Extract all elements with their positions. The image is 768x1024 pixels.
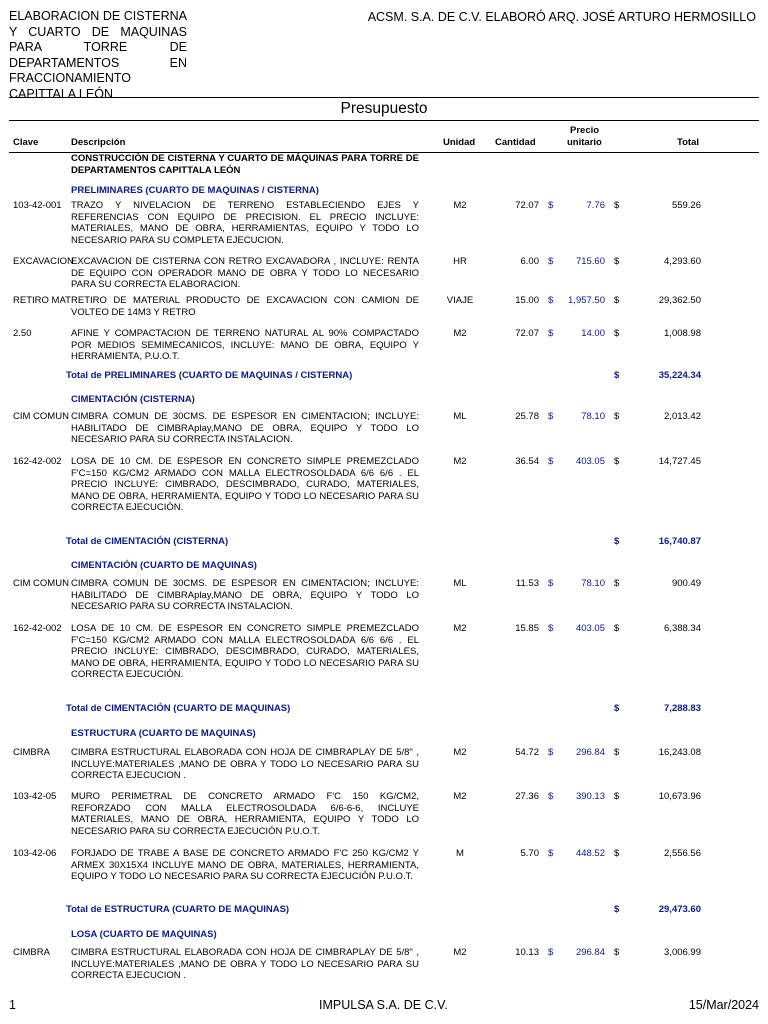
table-row <box>9 947 759 987</box>
section-title: PRELIMINARES (CUARTO DE MAQUINAS / CISTERNA) <box>71 185 319 196</box>
table-row <box>9 456 759 536</box>
item-cantidad: 36.54 <box>515 456 539 467</box>
table-row <box>9 578 759 623</box>
item-cantidad: 27.36 <box>515 791 539 802</box>
table-row <box>9 848 759 904</box>
page-number: 1 <box>9 998 16 1012</box>
item-descripcion: AFINE Y COMPACTACION DE TERRENO NATURAL AL 90% COMPACTADO POR MEDIOS SEMIMECANICOS, INCLUYE: MANO DE OBRA, EQUIPO Y HERRAMIENTA, P.U.O.T. <box>71 328 419 362</box>
item-precio: 403.05 <box>575 456 605 467</box>
col-total: Total <box>677 137 699 148</box>
footer-date: 15/Mar/2024 <box>688 998 759 1012</box>
item-unidad: M <box>456 848 464 859</box>
section-total-label: Total de CIMENTACIÓN (CUARTO DE MAQUINAS) <box>66 703 291 714</box>
table-row <box>9 295 759 328</box>
item-unidad: ML <box>453 578 467 589</box>
table-row <box>9 328 759 370</box>
section-heading-row <box>9 726 759 747</box>
currency-symbol: $ <box>614 623 620 634</box>
currency-symbol: $ <box>548 295 554 306</box>
currency-symbol: $ <box>548 747 554 758</box>
col-cantidad: Cantidad <box>495 137 536 148</box>
item-clave: 162-42-002 <box>13 623 62 634</box>
currency-symbol: $ <box>548 848 554 859</box>
item-descripcion: RETIRO DE MATERIAL PRODUCTO DE EXCAVACION CON CAMION DE VOLTEO DE 14M3 Y RETRO <box>71 295 419 318</box>
project-title: ELABORACION DE CISTERNA Y CUARTO DE MAQUINAS PARA TORRE DE DEPARTAMENTOS EN FRACCIONAMIENTO CAPITTALA LEÓN <box>9 9 187 101</box>
currency-symbol: $ <box>548 328 554 339</box>
currency-symbol: $ <box>614 295 620 306</box>
item-clave: 103-42-001 <box>13 200 62 211</box>
section-total-row <box>9 703 759 726</box>
currency-symbol: $ <box>548 200 554 211</box>
section-total-label: Total de ESTRUCTURA (CUARTO DE MAQUINAS) <box>66 904 290 915</box>
col-descripcion: Descripción <box>71 137 126 148</box>
table-row <box>9 623 759 703</box>
section-title: LOSA (CUARTO DE MAQUINAS) <box>71 929 217 940</box>
item-unidad: M2 <box>453 747 467 758</box>
currency-symbol: $ <box>548 456 554 467</box>
currency-symbol: $ <box>614 578 620 589</box>
item-total: 29,362.50 <box>658 295 701 306</box>
currency-symbol: $ <box>548 256 554 267</box>
item-descripcion: CIMBRA ESTRUCTURAL ELABORADA CON HOJA DE CIMBRAPLAY DE 5/8" , INCLUYE:MATERIALES ,MANO DE OBRA Y TODO LO NECESARIO PARA SU CORRECTA EJECUCION . <box>71 947 419 981</box>
item-unidad: M2 <box>453 456 467 467</box>
currency-symbol: $ <box>614 536 620 547</box>
item-cantidad: 5.70 <box>520 848 539 859</box>
item-clave: RETIRO MAT <box>13 295 71 306</box>
item-cantidad: 72.07 <box>515 200 539 211</box>
section-heading-row <box>9 927 759 947</box>
item-cantidad: 15.00 <box>515 295 539 306</box>
currency-symbol: $ <box>614 747 620 758</box>
budget-table <box>9 153 759 987</box>
item-cantidad: 54.72 <box>515 747 539 758</box>
item-clave: CIMBRA <box>13 947 50 958</box>
footer-company: IMPULSA S.A. DE C.V. <box>319 998 448 1012</box>
table-row <box>9 791 759 848</box>
item-clave: 162-42-002 <box>13 456 62 467</box>
item-cantidad: 15.85 <box>515 623 539 634</box>
item-clave: CIM COMUN <box>13 578 69 589</box>
item-unidad: M2 <box>453 328 467 339</box>
section-total: 29,473.60 <box>658 904 701 915</box>
item-clave: 103-42-06 <box>13 848 57 859</box>
item-total: 2,556.56 <box>664 848 701 859</box>
item-cantidad: 72.07 <box>515 328 539 339</box>
item-total: 559.26 <box>671 200 701 211</box>
item-clave: 2.50 <box>13 328 32 339</box>
table-row <box>9 747 759 791</box>
item-total: 3,006.99 <box>664 947 701 958</box>
currency-symbol: $ <box>614 904 620 915</box>
section-title: CIMENTACIÓN (CISTERNA) <box>71 394 195 405</box>
currency-symbol: $ <box>548 947 554 958</box>
col-precio-line2: unitario <box>567 137 602 148</box>
section-heading-row <box>9 177 759 200</box>
col-unidad: Unidad <box>443 137 476 148</box>
item-descripcion: MURO PERIMETRAL DE CONCRETO ARMADO F'C 150 KG/CM2, REFORZADO CON MALLA ELECTROSOLDADA 6/6-6-6, INCLUYE MATERIALES, MANO DE OBRA, HERRAMIENTA, EQUIPO Y TODO LO NECESARIO PARA SU CORRECTA EJECUCIÓN P.U.O.T. <box>71 791 419 837</box>
item-descripcion: CIMBRA COMUN DE 30CMS. DE ESPESOR EN CIMENTACION; INCLUYE: HABILITADO DE CIMBRAplay,MANO DE OBRA, EQUIPO Y TODO LO NECESARIO PARA SU CORRECTA INSTALACION. <box>71 411 419 445</box>
section-title: ESTRUCTURA (CUARTO DE MAQUINAS) <box>71 728 256 739</box>
item-cantidad: 6.00 <box>520 256 539 267</box>
table-row <box>9 411 759 456</box>
column-headers <box>9 122 759 153</box>
currency-symbol: $ <box>614 328 620 339</box>
item-total: 16,243.08 <box>658 747 701 758</box>
item-clave: 103-42-05 <box>13 791 57 802</box>
item-total: 1,008.98 <box>664 328 701 339</box>
section-heading-row <box>9 392 759 411</box>
currency-symbol: $ <box>548 578 554 589</box>
author-line: ACSM. S.A. DE C.V. ELABORÓ ARQ. JOSÉ ARTURO HERMOSILLO <box>367 10 756 24</box>
item-precio: 14.00 <box>581 328 605 339</box>
currency-symbol: $ <box>614 848 620 859</box>
item-unidad: VIAJE <box>446 295 474 306</box>
item-precio: 403.05 <box>575 623 605 634</box>
section-heading-row <box>9 558 759 578</box>
col-clave: Clave <box>13 137 39 148</box>
document-title: Presupuesto <box>9 97 759 121</box>
project-heading: CONSTRUCCIÓN DE CISTERNA Y CUARTO DE MÁQUINAS PARA TORRE DE DEPARTAMENTOS CAPITTALA LEÓN <box>71 153 419 176</box>
item-precio: 78.10 <box>581 578 605 589</box>
section-total: 35,224.34 <box>658 370 701 381</box>
currency-symbol: $ <box>548 623 554 634</box>
currency-symbol: $ <box>614 370 620 381</box>
item-unidad: M2 <box>453 947 467 958</box>
item-precio: 448.52 <box>575 848 605 859</box>
item-cantidad: 11.53 <box>515 578 539 589</box>
table-row <box>9 256 759 295</box>
item-precio: 390.13 <box>575 791 605 802</box>
section-total-label: Total de PRELIMINARES (CUARTO DE MAQUINAS / CISTERNA) <box>66 370 353 381</box>
item-unidad: M2 <box>453 623 467 634</box>
item-precio: 1,957.50 <box>568 295 605 306</box>
item-clave: CIMBRA <box>13 747 50 758</box>
currency-symbol: $ <box>548 411 554 422</box>
item-precio: 296.84 <box>575 747 605 758</box>
currency-symbol: $ <box>614 947 620 958</box>
item-total: 10,673.96 <box>658 791 701 802</box>
section-total-label: Total de CIMENTACIÓN (CISTERNA) <box>66 536 229 547</box>
item-descripcion: TRAZO Y NIVELACION DE TERRENO ESTABLECIENDO EJES Y REFERENCIAS CON EQUIPO DE PRECISION. EL PRECIO INCLUYE: MATERIALES, MANO DE OBRA, HERRAMIENTAS, EQUIPO Y TODO LO NECESARIO PARA SU COMPLETA EJECUCION. <box>71 200 419 246</box>
section-title: CIMENTACIÓN (CUARTO DE MAQUINAS) <box>71 560 257 571</box>
item-total: 2,013.42 <box>664 411 701 422</box>
section-total: 7,288.83 <box>664 703 701 714</box>
currency-symbol: $ <box>614 411 620 422</box>
item-cantidad: 10.13 <box>515 947 539 958</box>
item-unidad: M2 <box>453 791 467 802</box>
item-total: 6,388.34 <box>664 623 701 634</box>
item-descripcion: EXCAVACION DE CISTERNA CON RETRO EXCAVADORA , INCLUYE: RENTA DE EQUIPO CON OPERADOR MANO DE OBRA Y TODO LO NECESARIO PARA SU CORRECTA ELABORACION. <box>71 256 419 290</box>
currency-symbol: $ <box>548 791 554 802</box>
item-total: 900.49 <box>671 578 701 589</box>
currency-symbol: $ <box>614 703 620 714</box>
item-descripcion: LOSA DE 10 CM. DE ESPESOR EN CONCRETO SIMPLE PREMEZCLADO F'C=150 KG/CM2 ARMADO CON MALLA ELECTROSOLDADA 6/6 6/6 . EL PRECIO INCLUYE: CIMBRADO, DESCIMBRADO, CURADO, MATERIALES, MANO DE OBRA, HERRAMIENTA, EQUIPO Y TODO LO NECESARIO PARA SU CORRECTA EJECUCIÓN. <box>71 456 419 513</box>
item-unidad: ML <box>453 411 467 422</box>
table-row <box>9 200 759 256</box>
item-descripcion: CIMBRA COMUN DE 30CMS. DE ESPESOR EN CIMENTACION; INCLUYE: HABILITADO DE CIMBRAplay,MANO DE OBRA, EQUIPO Y TODO LO NECESARIO PARA SU CORRECTA INSTALACION. <box>71 578 419 612</box>
item-total: 4,293.60 <box>664 256 701 267</box>
currency-symbol: $ <box>614 791 620 802</box>
item-unidad: M2 <box>453 200 467 211</box>
item-cantidad: 25.78 <box>515 411 539 422</box>
item-total: 14,727.45 <box>658 456 701 467</box>
item-precio: 78.10 <box>581 411 605 422</box>
section-total-row <box>9 370 759 392</box>
section-total-row <box>9 536 759 558</box>
section-total: 16,740.87 <box>658 536 701 547</box>
item-descripcion: FORJADO DE TRABE A BASE DE CONCRETO ARMADO F'C 250 KG/CM2 Y ARMEX 30X15X4 INCLUYE MANO DE OBRA, MATERIALES, HERRAMIENTA, EQUIPO Y TODO LO NECESARIO PARA SU CORRECTA EJECUCIÓN P.U.O.T. <box>71 848 419 882</box>
item-descripcion: LOSA DE 10 CM. DE ESPESOR EN CONCRETO SIMPLE PREMEZCLADO F'C=150 KG/CM2 ARMADO CON MALLA ELECTROSOLDADA 6/6 6/6 . EL PRECIO INCLUYE: CIMBRADO, DESCIMBRADO, CURADO, MATERIALES, MANO DE OBRA, HERRAMIENTA, EQUIPO Y TODO LO NECESARIO PARA SU CORRECTA EJECUCIÓN. <box>71 623 419 680</box>
project-heading-row <box>9 153 759 177</box>
section-total-row <box>9 904 759 927</box>
item-precio: 715.60 <box>575 256 605 267</box>
item-clave: CIM COMUN <box>13 411 69 422</box>
currency-symbol: $ <box>614 456 620 467</box>
currency-symbol: $ <box>614 256 620 267</box>
item-precio: 7.76 <box>586 200 605 211</box>
currency-symbol: $ <box>614 200 620 211</box>
col-precio-line1: Precio <box>570 125 600 136</box>
item-clave: EXCAVACION <box>13 256 74 267</box>
item-unidad: HR <box>453 256 467 267</box>
item-precio: 296.84 <box>575 947 605 958</box>
item-descripcion: CIMBRA ESTRUCTURAL ELABORADA CON HOJA DE CIMBRAPLAY DE 5/8" , INCLUYE:MATERIALES ,MANO DE OBRA Y TODO LO NECESARIO PARA SU CORRECTA EJECUCION . <box>71 747 419 781</box>
